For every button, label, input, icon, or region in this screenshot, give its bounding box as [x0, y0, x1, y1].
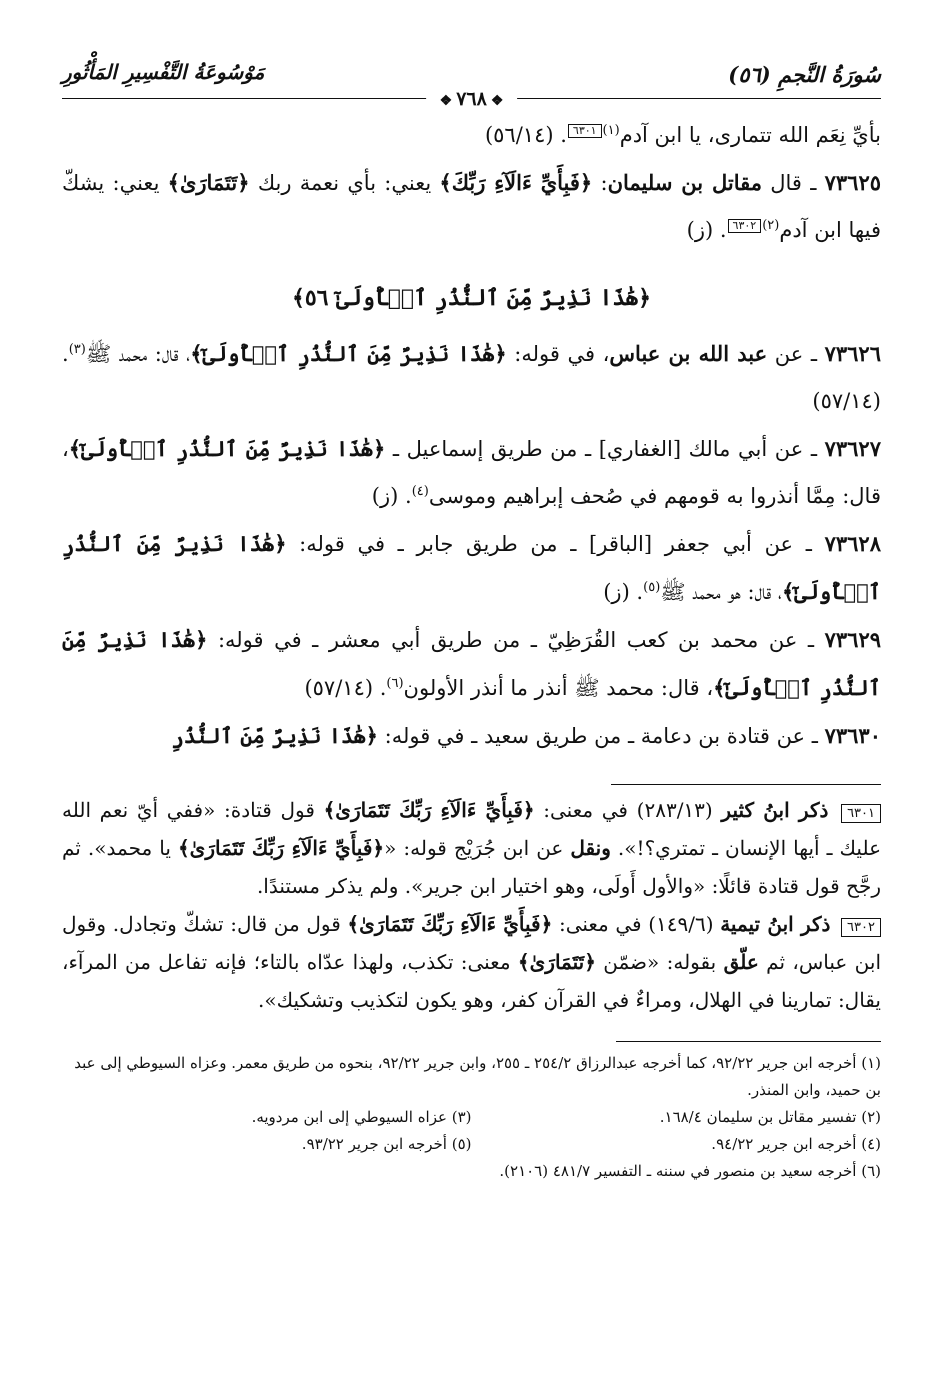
text: ، في قوله: [506, 342, 610, 366]
comments-separator [611, 784, 881, 785]
entry-number: ٧٣٦٣٠ [824, 723, 881, 748]
ornament-icon: ❖ [439, 93, 453, 109]
comment-number: ٦٣٠٢ [841, 918, 881, 937]
entry-73629 [62, 616, 881, 712]
text: . (٥٦/١٤) [484, 123, 567, 147]
quran-quote: ﴿فَبِأَيِّ ءَالَآءِ رَبِّكَ﴾ [439, 170, 593, 195]
entry-73627 [62, 425, 881, 520]
footnote-row [62, 1131, 881, 1158]
entry-73625 [62, 159, 881, 254]
quran-quote: ﴿هَٰذَا نَذِيرٌ مِّنَ ٱلنُّذُرِ [171, 723, 378, 748]
text: بأيِّ نِعَم الله تتمارى، يا ابن آدم [619, 123, 881, 147]
text: ، قال: مِمَّا أنذروا به قومهم في صُحف إبراهيم وموسى [62, 437, 881, 508]
footnote-ref[interactable]: (١) [602, 123, 620, 138]
text: . (ز) [371, 484, 412, 508]
quran-quote: ﴿تَتَمَارَىٰ﴾ [517, 950, 596, 974]
text [830, 912, 837, 936]
entry-73628 [62, 520, 881, 616]
footnote-5: (٥) أخرجه ابن جرير ٩٣/٢٢. [301, 1135, 472, 1153]
text: . (ز) [686, 218, 727, 242]
footnote-6: (٦) أخرجه سعيد بن منصور في سننه ـ التفسير ٤٨١/٧ (٢١٠٦). [499, 1162, 881, 1180]
footnote-3: (٣) عزاه السيوطي إلى ابن مردويه. [251, 1108, 472, 1126]
entry-number: ٧٣٦٢٨ [824, 531, 881, 556]
text: يعني: يشكّ فيها ابن آدم [62, 171, 881, 242]
text: عن ابن جُرَيْج قوله: « [384, 836, 571, 860]
book-title: مَوْسُوعَةُ التَّفْسِيرِ المَأْثُورِ [62, 60, 265, 84]
footnote-ref[interactable]: (٤) [411, 484, 429, 499]
page [62, 40, 881, 1382]
text: ، قال: هو محمد ﷺ [660, 580, 782, 604]
entry-number: ٧٣٦٢٧ [824, 436, 881, 461]
quran-quote: ﴿فَبِأَيِّ ءَالَآءِ رَبِّكَ تَتَمَارَىٰ﴾ [177, 836, 385, 860]
text: ـ عن قتادة بن دعامة ـ من طريق سعيد ـ في قوله: [377, 724, 825, 748]
running-header [62, 40, 881, 112]
commentary-section [62, 791, 881, 1019]
quran-quote: ﴿هَٰذَا نَذِيرٌ مِّنَ ٱلنُّذُرِ ٱلۡأُولَىٰٓ﴾ [62, 627, 881, 700]
scholar-name: ذكر ابنُ كثير [721, 798, 829, 822]
footnote-1: (١) أخرجه ابن جرير ٩٢/٢٢، كما أخرجه عبدالرزاق ٢٥٤/٢ ـ ٢٥٥، وابن جرير ٩٢/٢٢، بنحوه من طريق معمر. وعزاه السيوطي إلى عبد بن حميد، وابن المنذر. [74, 1054, 881, 1099]
comment-6301 [62, 791, 881, 905]
quran-quote: ﴿فَبِأَيِّ ءَالَآءِ رَبِّكَ تَتَمَارَىٰ﴾ [347, 912, 553, 936]
keyword: ونقل [570, 836, 611, 860]
footnotes-separator [616, 1041, 881, 1042]
entry-73626 [62, 330, 881, 425]
main-text [62, 112, 881, 760]
text: . (٥٧/١٤) [62, 342, 881, 413]
footnote-2: (٢) تفسير مقاتل بن سليمان ١٦٨/٤. [659, 1108, 881, 1126]
text: . (٥٧/١٤) [304, 676, 387, 700]
comment-number: ٦٣٠١ [841, 804, 881, 823]
footnote-ref[interactable]: (٢) [762, 218, 780, 233]
comment-6302 [62, 905, 881, 1019]
narrator-name: عبد الله بن عباس [609, 341, 768, 366]
footnote-ref[interactable]: (٦) [386, 676, 404, 691]
text [828, 798, 837, 822]
narrator-name: مقاتل بن سليمان [607, 170, 763, 195]
text: ـ عن أبي مالك [الغفاري] ـ من طريق إسماعيل ـ [385, 437, 825, 461]
quran-quote: ﴿هَٰذَا نَذِيرٌ مِّنَ ٱلنُّذُرِ ٱلۡأُولَىٰٓ﴾ [190, 341, 507, 366]
comment-ref[interactable]: ٦٣٠١ [568, 124, 602, 138]
entry-number: ٧٣٦٢٩ [824, 627, 882, 652]
text: ، قال: محمد ﷺ أنذر ما أنذر الأولون [403, 676, 714, 700]
text: (٢٨٣/١٣) في معنى: [534, 798, 722, 822]
text: معنى: تكذب، ولهذا عدّاه بالتاء؛ فإنه تفاعل من المرآء، يقال: تمارينا في الهلال، ومراءٌ في القرآن كفر، وهو يكون لتكذيب وتشكيك». [62, 950, 881, 1012]
text: (١٤٩/٦) في معنى: [552, 912, 721, 936]
page-number: ٧٦٨ [456, 88, 487, 110]
footnote-4: (٤) أخرجه ابن جرير ٩٤/٢٢. [711, 1135, 881, 1153]
entry-number: ٧٣٦٢٥ [824, 170, 882, 195]
page-number-wrap [426, 88, 518, 110]
keyword: علّق [723, 950, 759, 974]
text: ـ عن [767, 342, 825, 366]
verse-heading: ﴿هَٰذَا نَذِيرٌ مِّنَ ٱلنُّذُرِ ٱلۡأُولَىٰٓ ٥٦﴾ [291, 285, 652, 311]
footnote-row [62, 1104, 881, 1131]
ornament-icon: ❖ [490, 93, 504, 109]
text: ـ قال [762, 171, 825, 195]
footnote-ref[interactable]: (٥) [643, 580, 661, 595]
quran-quote: ﴿هَٰذَا نَذِيرٌ مِّنَ ٱلنُّذُرِ ٱلۡأُولَىٰٓ﴾ [68, 436, 386, 461]
text: ـ عن أبي جعفر [الباقر] ـ من طريق جابر ـ في قوله: [286, 532, 825, 556]
surah-title: سُورَةُ النَّجمِ (٥٦) [728, 62, 881, 87]
entry-73630 [62, 712, 881, 760]
footnote-ref[interactable]: (٣) [68, 342, 86, 357]
quran-quote: ﴿فَبِأَيِّ ءَالَآءِ رَبِّكَ تَتَمَارَىٰ﴾ [323, 798, 535, 822]
text: قول قتادة: «ففي أيّ نعم الله عليك ـ أيها الإنسان ـ تمتري؟!». [62, 798, 882, 860]
text: ، قال: محمد ﷺ [85, 342, 191, 366]
entry-number: ٧٣٦٢٦ [824, 341, 881, 366]
text: بقوله: «ضمّن [595, 950, 724, 974]
comment-ref[interactable]: ٦٣٠٢ [728, 219, 762, 233]
quran-quote: ﴿تَتَمَارَىٰ﴾ [167, 170, 250, 195]
text: يعني: بأي نعمة ربك [249, 171, 440, 195]
text: قول من قال: تشكّ وتجادل. وقول ابن عباس، ثم [62, 912, 882, 974]
quran-quote: ﴿هَٰذَا نَذِيرٌ مِّنَ ٱلنُّذُرِ ٱلۡأُولَىٰٓ﴾ [62, 531, 881, 604]
text: : [592, 171, 608, 195]
text: . (ز) [603, 580, 644, 604]
scholar-name: ذكر ابنُ تيمية [720, 912, 831, 936]
text: يا محمد». ثم رجَّح قول قتادة قائلًا: «والأول أَولَى، وهو اختيار ابن جرير». ولم يذكر مستندًا. [62, 836, 881, 898]
continuation-paragraph [62, 112, 881, 159]
footnotes [62, 1050, 881, 1185]
text: ـ عن محمد بن كعب القُرَظِيّ ـ من طريق أبي معشر ـ في قوله: [207, 628, 825, 652]
